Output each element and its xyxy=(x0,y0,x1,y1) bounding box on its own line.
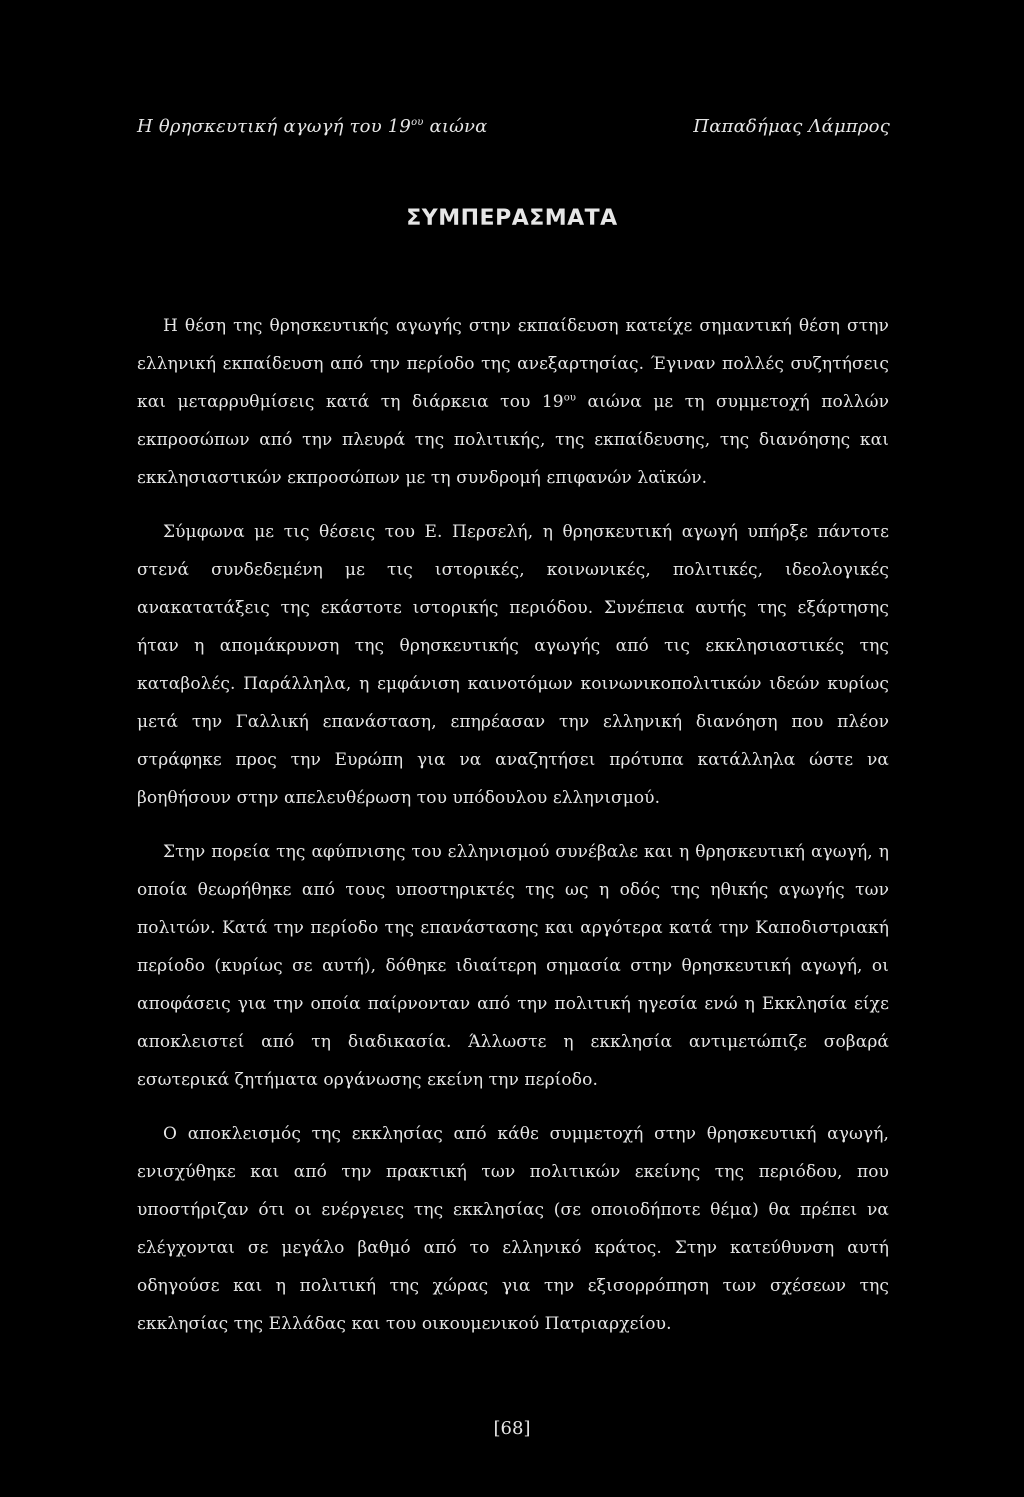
header-author: Παπαδήμας Λάμπρος xyxy=(693,116,890,137)
paragraph-1: Η θέση της θρησκευτικής αγωγής στην εκπαίδευση κατείχε σημαντική θέση στην ελληνική εκπαίδευση από την περίοδο της ανεξαρτησίας. Έγιναν πολλές συζητήσεις και μεταρρυθμίσεις κατά τη διάρκεια του $19^{o\upsilon}$ αιώνα με τη συμμετοχή πολλών εκπροσώπων από την πλευρά της πολιτικής, της εκπαίδευσης, της διανόησης και εκκλησιαστικών εκπροσώπων με τη συνδρομή επιφανών λαϊκών. xyxy=(137,316,890,488)
page-title: ΣΥΜΠΕΡΑΣΜΑΤΑ xyxy=(406,206,618,231)
paragraph-4: Ο αποκλεισμός της εκκλησίας από κάθε συμμετοχή στην θρησκευτική αγωγή, ενισχύθηκε και από την πρακτική των πολιτικών εκείνης της περιόδου, που υποστήριζαν ότι οι ενέργειες της εκκλησίας (σε οποιοδήποτε θέμα) θα πρέπει να ελέγχονται σε μεγάλο βαθμό από το ελληνικό κράτος. Στην κατεύθυνση αυτή οδηγούσε και η πολιτική της χώρας για την εξισορρόπηση των σχέσεων της εκκλησίας της Ελλάδας και του οικουμενικού Πατριαρχείου. xyxy=(137,1124,889,1334)
header-book-title: Η θρησκευτική αγωγή του $19^{o\upsilon}$ αιώνα xyxy=(137,116,488,137)
paragraph-2: Σύμφωνα με τις θέσεις του Ε. Περσελή, η θρησκευτική αγωγή υπήρξε πάντοτε στενά συνδεδεμένη με τις ιστορικές, κοινωνικές, πολιτικές, ιδεολογικές ανακατατάξεις της εκάστοτε ιστορικής περιόδου. Συνέπεια αυτής της εξάρτησης ήταν η απομάκρυνση της θρησκευτικής αγωγής από τις εκκλησιαστικές της καταβολές. Παράλληλα, η εμφάνιση καινοτόμων κοινωνικοπολιτικών ιδεών κυρίως μετά την Γαλλική επανάσταση, επηρέασαν την ελληνική διανόηση που πλέον στράφηκε προς την Ευρώπη για να αναζητήσει πρότυπα κατάλληλα ώστε να βοηθήσουν στην απελευθέρωση του υπόδουλου ελληνισμού. xyxy=(137,522,889,808)
page-number: [68] xyxy=(493,1418,531,1439)
paragraph-3: Στην πορεία της αφύπνισης του ελληνισμού συνέβαλε και η θρησκευτική αγωγή, η οποία θεωρήθηκε από τους υποστηρικτές της ως η οδός της ηθικής αγωγής των πολιτών. Κατά την περίοδο της επανάστασης και αργότερα κατά την Καποδιστριακή περίοδο (κυρίως σε αυτή), δόθηκε ιδιαίτερη σημασία στην θρησκευτική αγωγή, οι αποφάσεις για την οποία παίρνονταν από την πολιτική ηγεσία ενώ η Εκκλησία είχε αποκλειστεί από τη διαδικασία. Άλλωστε η εκκλησία αντιμετώπιζε σοβαρά εσωτερικά ζητήματα οργάνωσης εκείνη την περίοδο. xyxy=(137,842,889,1090)
page-header xyxy=(137,116,890,144)
body-text xyxy=(137,307,889,1343)
